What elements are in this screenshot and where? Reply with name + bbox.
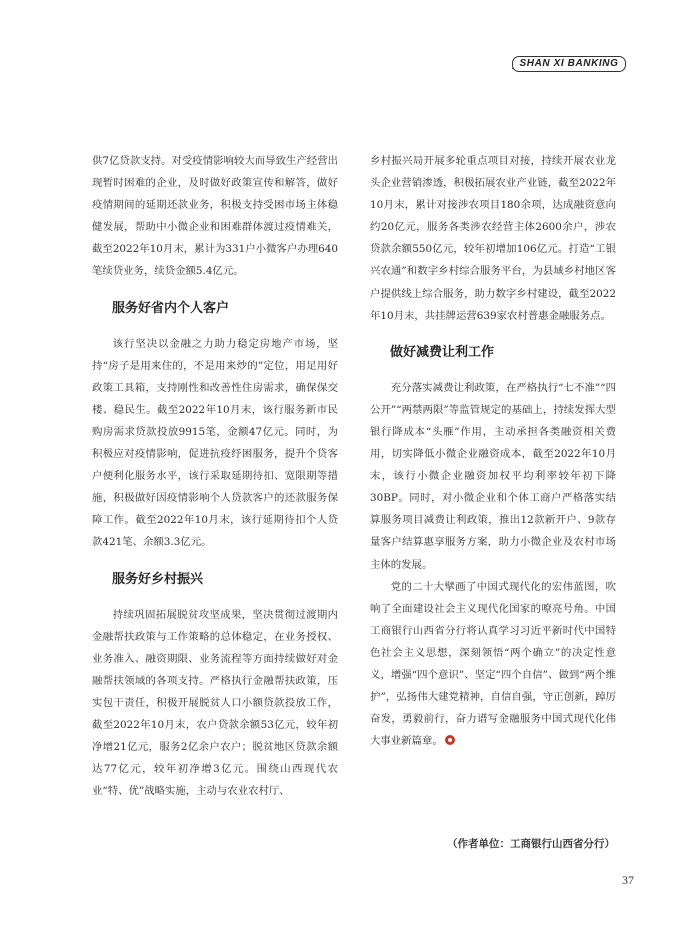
section-heading-personal-customers: 服务好省内个人客户 (112, 300, 230, 316)
masthead-label: SHAN XI BANKING (512, 56, 626, 72)
article-end-icon (445, 735, 455, 745)
right-paragraph-1: 乡村振兴局开展多轮重点项目对接，持续开展农业龙头企业营销渗透，积极拓展农业产业链，截至2022年10月末，累计对接涉农项目180余项，达成融资意向约20亿元，服务各类涉农经营主体2600余户，涉农贷款余额550亿元，较年初增加106亿元。打造“工银兴农通”和数字乡村综合服务平台，为县域乡村地区客户提供线上综合服务，助力数字乡村建设，截至2022年10月末，共挂牌运营639家农村普惠金融服务点。 (370, 155, 616, 322)
left-paragraph-1: 供7亿贷款支持。对受疫情影响较大而导致生产经营出现暂时困难的企业，及时做好政策宣传和解答，做好疫情期间的延期还款业务，积极支持受困市场主体稳健发展，帮助中小微企业和困难群体渡过疫情难关，截至2022年10月末，累计为331户小微客户办理640笔续贷业务，续贷金额5.4亿元。 (92, 155, 338, 278)
section-heading-fee-reduction: 做好减费让利工作 (390, 344, 495, 360)
right-column (370, 150, 616, 752)
author-affiliation: （作者单位：工商银行山西省分行） (447, 838, 615, 850)
page-number: 37 (622, 873, 634, 887)
left-column (92, 150, 338, 802)
right-paragraph-3 (370, 576, 616, 753)
right-paragraph-3-text: 党的二十大擘画了中国式现代化的宏伟蓝图，吹响了全面建设社会主义现代化国家的嘹亮号角。中国工商银行山西省分行将认真学习习近平新时代中国特色社会主义思想，深刻领悟“两个确立”的决定性意义，增强“四个意识”、坚定“四个自信”、做到“两个维护”，弘扬伟大建党精神，自信自强，守正创新，踔厉奋发，勇毅前行，奋力谱写金融服务中国式现代化伟大事业新篇章。 (370, 580, 616, 748)
left-paragraph-2: 该行坚决以金融之力助力稳定房地产市场，坚持“房子是用来住的，不是用来炒的”定位，用足用好政策工具箱，支持刚性和改善性住房需求，确保保交楼、稳民生。截至2022年10月末，该行服务新市民购房需求贷款投放9915笔，金额47亿元。同时，为积极应对疫情影响，促进抗疫纾困服务，提升个贷客户便利化服务水平，该行采取延期待扣、宽限期等措施，积极做好因疫情影响个人贷款客户的还款服务保障工作。截至2022年10月末，该行延期待扣个人贷款421笔、余额3.3亿元。 (92, 337, 338, 549)
right-paragraph-2: 充分落实减费让利政策，在严格执行“七不准”“四公开”“两禁两限”等监管规定的基础上，持续发挥大型银行降成本“头雁”作用，主动承担各类融资相关费用，切实降低小微企业融资成本，截至2022年10月末，该行小微企业融资加权平均利率较年初下降30BP。同时，对小微企业和个体工商户严格落实结算服务项目减费让利政策，推出12款新开户、9款存量客户结算惠享服务方案，助力小微企业及农村市场主体的发展。 (370, 381, 616, 571)
section-heading-rural-revitalization: 服务好乡村振兴 (112, 571, 204, 587)
left-paragraph-3: 持续巩固拓展脱贫攻坚成果，坚决贯彻过渡期内金融帮扶政策与工作策略的总体稳定，在业务授权、业务准入、融资期限、业务流程等方面持续做好对金融帮扶领域的各项支持。严格执行金融帮扶政策，压实包干责任，积极开展脱贫人口小额贷款投放工作，截至2022年10月末，农户贷款余额53亿元，较年初净增21亿元，服务2亿余户农户；脱贫地区贷款余额达77亿元，较年初净增3亿元。围绕山西现代农业“特、优”战略实施，主动与农业农村厅、 (92, 608, 338, 798)
